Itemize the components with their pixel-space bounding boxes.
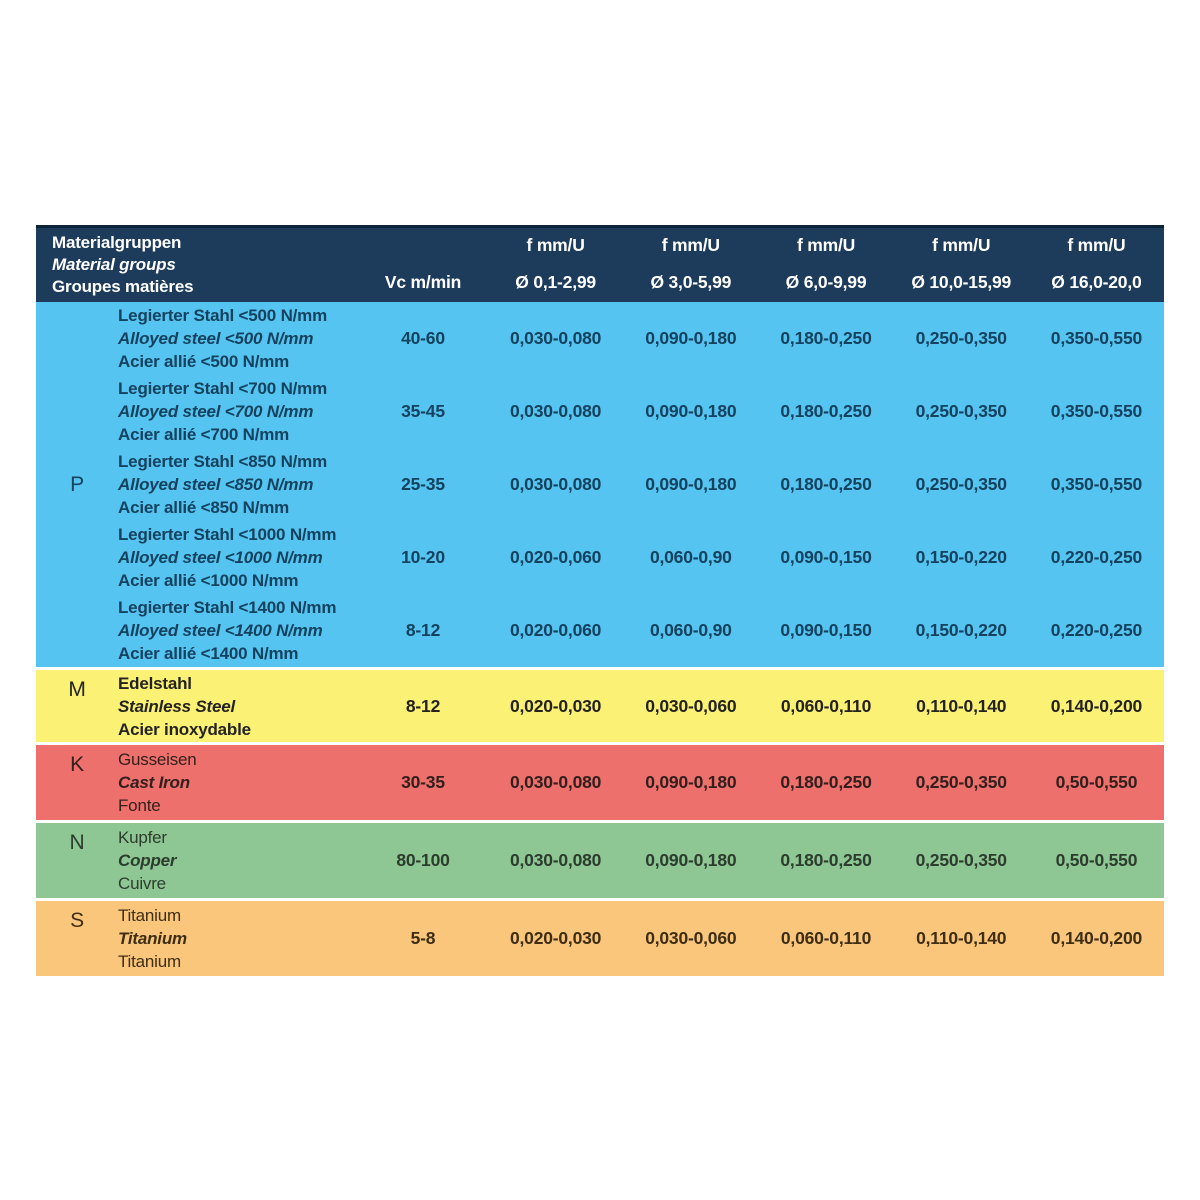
feed-value: 0,250-0,350 [915,850,1007,870]
header-f-col-1 [488,228,623,302]
feed-value: 0,020-0,030 [509,928,602,948]
material-name: Legierter Stahl <700 N/mm Alloyed steel <700 N/mm Acier allié <700 N/mm [118,379,328,444]
feed-value: 0,020-0,060 [509,620,602,640]
feed-value: 0,180-0,250 [780,401,872,421]
table-row [118,670,1164,742]
table-row [118,745,1164,820]
header-title-de: Materialgruppen [52,233,182,252]
cutting-data-table [36,225,1164,976]
feed-value: 0,180-0,250 [780,328,872,348]
material-name: Legierter Stahl <850 N/mm Alloyed steel <850 N/mm Acier allié <850 N/mm [118,452,328,517]
feed-value: 0,350-0,550 [1050,401,1143,421]
group-letter-s: S [70,909,84,932]
header-diameter-range: Ø 10,0-15,99 [911,272,1012,292]
feed-value: 0,140-0,200 [1050,928,1143,948]
feed-value: 0,030-0,080 [509,772,602,792]
feed-value: 0,020-0,060 [509,547,602,567]
feed-value: 0,50-0,550 [1055,850,1138,870]
table-row [118,448,1164,521]
feed-value: 0,090-0,150 [780,620,872,640]
feed-value: 0,350-0,550 [1050,474,1143,494]
feed-value: 0,150-0,220 [915,547,1007,567]
vc-value: 80-100 [396,850,450,870]
vc-value: 8-12 [405,620,441,640]
vc-value: 30-35 [401,772,445,792]
table-row [118,375,1164,448]
vc-value: 35-45 [401,401,445,421]
feed-value: 0,110-0,140 [916,695,1007,716]
table-row [118,302,1164,375]
material-name: Titanium Titanium Titanium [118,906,187,971]
header-f-label: f mm/U [526,235,585,255]
header-diameter-range: Ø 3,0-5,99 [650,272,732,292]
section-k-cast-iron [36,745,1164,820]
section-m-stainless [36,670,1164,742]
feed-value: 0,250-0,350 [915,401,1007,421]
material-name: Legierter Stahl <1400 N/mm Alloyed steel <1400 N/mm Acier allié <1400 N/mm [118,598,337,663]
material-name: Kupfer Copper Cuivre [118,828,177,893]
header-f-label: f mm/U [1067,235,1126,255]
material-name: Gusseisen Cast Iron Fonte [118,750,197,815]
header-f-col-2 [623,228,758,302]
vc-value: 40-60 [401,328,445,348]
feed-value: 0,50-0,550 [1055,772,1138,792]
feed-value: 0,060-0,110 [780,928,872,948]
header-diameter-range: Ø 0,1-2,99 [515,272,596,292]
feed-value: 0,350-0,550 [1050,328,1143,348]
vc-value: 25-35 [401,474,445,494]
feed-value: 0,180-0,250 [780,474,872,494]
material-name: Legierter Stahl <1000 N/mm Alloyed steel <1000 N/mm Acier allié <1000 N/mm [118,525,337,590]
feed-value: 0,090-0,180 [645,401,737,421]
feed-value: 0,250-0,350 [915,772,1007,792]
section-s-titanium [36,901,1164,976]
header-title-en: Material groups [52,255,176,274]
feed-value: 0,180-0,250 [780,772,872,792]
vc-value: 10-20 [401,547,445,567]
header-f-col-3 [758,228,893,302]
feed-value: 0,090-0,180 [645,474,737,494]
feed-value: 0,090-0,180 [645,772,737,792]
feed-value: 0,060-0,90 [649,547,732,567]
feed-value: 0,220-0,250 [1050,620,1143,640]
feed-value: 0,090-0,150 [780,547,872,567]
feed-value: 0,060-0,90 [649,620,732,640]
group-letter-m: M [68,678,86,701]
section-n-copper [36,823,1164,898]
header-f-col-5 [1029,228,1164,302]
table-row [118,594,1164,667]
header-diameter-range: Ø 6,0-9,99 [785,272,867,292]
feed-value: 0,030-0,080 [509,401,602,421]
feed-value: 0,110-0,140 [916,928,1007,948]
header-f-col-4 [894,228,1029,302]
header-f-label: f mm/U [796,235,856,255]
header-title-fr: Groupes matières [52,277,194,296]
feed-value: 0,250-0,350 [915,474,1007,494]
feed-value: 0,030-0,080 [509,328,602,348]
feed-value: 0,150-0,220 [915,620,1007,640]
feed-value: 0,180-0,250 [780,850,872,870]
feed-value: 0,030-0,060 [645,695,737,716]
feed-value: 0,090-0,180 [645,850,737,870]
table-row [118,521,1164,594]
feed-value: 0,030-0,080 [509,474,602,494]
header-diameter-range: Ø 16,0-20,0 [1051,272,1142,292]
header-f-label: f mm/U [932,235,991,255]
feed-value: 0,030-0,060 [645,928,737,948]
feed-value: 0,250-0,350 [915,328,1007,348]
vc-value: 8-12 [405,695,441,716]
group-letter-n: N [69,831,85,854]
feed-value: 0,030-0,080 [509,850,602,870]
table-row [118,823,1164,898]
feed-value: 0,220-0,250 [1050,547,1143,567]
table-header-row [36,225,1164,302]
vc-value: 5-8 [410,928,436,948]
header-material-groups [36,228,358,302]
feed-value: 0,060-0,110 [780,695,872,716]
header-f-label: f mm/U [661,235,720,255]
header-vc: Vc m/min [384,272,462,292]
feed-value: 0,140-0,200 [1050,695,1143,716]
material-name: Edelstahl Stainless Steel Acier inoxydable [118,673,251,739]
section-p-steel [36,302,1164,667]
table-row [118,901,1164,976]
feed-value: 0,090-0,180 [645,328,737,348]
group-letter-k: K [70,753,84,776]
material-name: Legierter Stahl <500 N/mm Alloyed steel <500 N/mm Acier allié <500 N/mm [118,306,328,371]
feed-value: 0,020-0,030 [509,695,602,716]
group-letter-p: P [70,472,84,496]
